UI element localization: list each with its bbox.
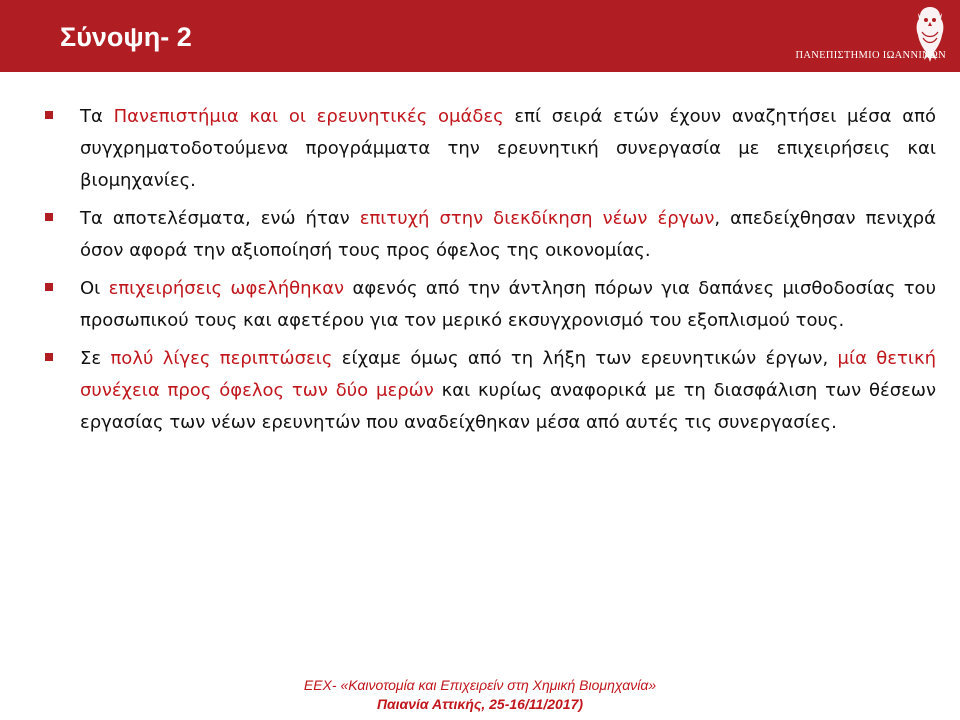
bullet-text: Τα Πανεπιστήμια και οι ερευνητικές ομάδες επί σειρά ετών έχουν αναζητήσει μέσα από συγχρηματοδοτούμενα προγράμματα την ερευνητική συνεργασία με επιχειρήσεις και βιομηχανίες. — [80, 106, 936, 191]
bullet-text: Τα αποτελέσματα, ενώ ήταν επιτυχή στην διεκδίκηση νέων έργων, απεδείχθησαν πενιχρά όσον αφορά την αξιοποίησή τους προς όφελος της οικονομίας. — [80, 208, 936, 261]
square-bullet-icon — [45, 213, 53, 221]
header-bar — [0, 0, 960, 72]
slide-title: Σύνοψη- 2 — [60, 22, 192, 52]
list-item — [44, 273, 936, 337]
list-item — [44, 101, 936, 197]
square-bullet-icon — [45, 111, 53, 119]
square-bullet-icon — [45, 353, 53, 361]
footer-event-title: ΕΕΧ- «Καινοτομία και Επιχειρείν στη Χημική Βιομηχανία» — [303, 677, 657, 693]
bullet-text: Σε πολύ λίγες περιπτώσεις είχαμε όμως από τη λήξη των ερευνητικών έργων, μία θετική συνέχεια προς όφελος των δύο μερών και κυρίως αναφορικά με τη διασφάλιση των θέσεων εργασίας των νέων ερευνητών που αναδείχθηκαν μέσα από αυτές τις συνεργασίες. — [80, 348, 936, 433]
list-item — [44, 343, 936, 439]
bullet-text: Οι επιχειρήσεις ωφελήθηκαν αφενός από την άντληση πόρων για δαπάνες μισθοδοσίας του προσωπικού τους και αφετέρου για τον μερικό εκσυγχρονισμό του εξοπλισμού τους. — [80, 278, 936, 331]
square-bullet-icon — [45, 283, 53, 291]
university-name: ΠΑΝΕΠΙΣΤΗΜΙΟ ΙΩΑΝΝΙΝΩΝ — [795, 50, 946, 61]
list-item — [44, 203, 936, 267]
footer-event-location: Παιανία Αττικής, 25-16/11/2017) — [376, 696, 584, 712]
bullet-list — [44, 101, 936, 445]
footer — [0, 676, 960, 714]
university-logo — [754, 4, 954, 68]
